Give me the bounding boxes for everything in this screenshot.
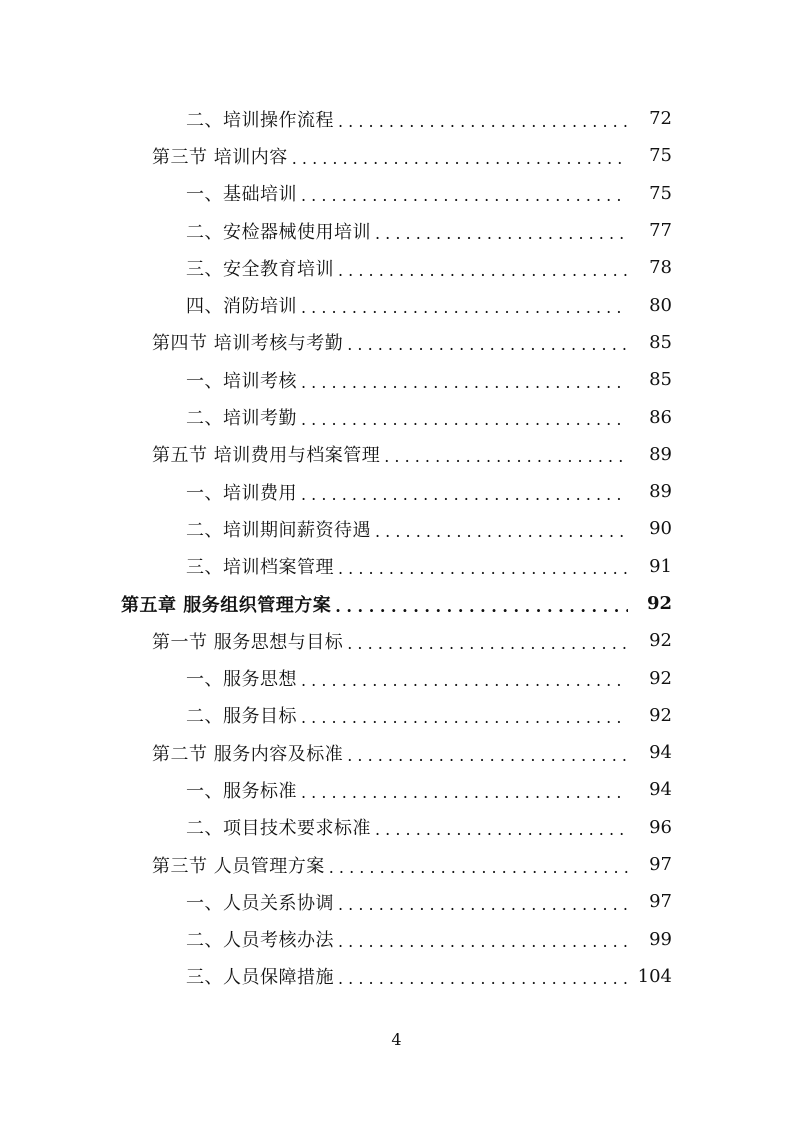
toc-entry-page: 86 <box>649 406 672 428</box>
toc-entry[interactable] <box>0 771 793 808</box>
toc-entry-page: 78 <box>649 257 672 279</box>
toc-dot-leader <box>375 226 628 242</box>
toc-dot-leader <box>338 263 628 279</box>
toc-entry-page: 92 <box>649 704 672 726</box>
toc-entry-title: 一、人员关系协调 <box>186 892 334 914</box>
toc-entry[interactable] <box>0 548 793 585</box>
toc-entry[interactable] <box>0 398 793 435</box>
toc-entry-title: 二、培训考勤 <box>186 408 297 430</box>
toc-dot-leader <box>301 673 628 689</box>
toc-entry-page: 104 <box>637 965 672 987</box>
toc-entry-title: 第五章 服务组织管理方案 <box>121 594 332 616</box>
toc-entry-title: 第三节 人员管理方案 <box>152 855 325 877</box>
toc-entry-page: 89 <box>649 443 672 465</box>
toc-entry-title: 四、消防培训 <box>186 296 297 318</box>
toc-entry[interactable] <box>0 921 793 958</box>
toc-dot-leader <box>375 524 628 540</box>
toc-entry-page: 99 <box>649 928 672 950</box>
toc-entry-page: 92 <box>649 667 672 689</box>
toc-entry[interactable] <box>0 585 793 622</box>
toc-entry-page: 97 <box>649 854 672 876</box>
toc-entry-title: 第一节 服务思想与目标 <box>152 631 344 653</box>
toc-entry[interactable] <box>0 622 793 659</box>
toc-entry-title: 一、服务思想 <box>186 669 297 691</box>
toc-entry-page: 77 <box>649 220 672 242</box>
toc-dot-leader <box>347 748 628 764</box>
toc-entry-page: 96 <box>649 816 672 838</box>
toc-dot-leader <box>301 412 628 428</box>
toc-entry-title: 第三节 培训内容 <box>152 146 288 168</box>
toc-entry-title: 一、培训费用 <box>186 482 297 504</box>
toc-entry-title: 二、服务目标 <box>186 706 297 728</box>
toc-entry[interactable] <box>0 697 793 734</box>
toc-entry-page: 94 <box>649 779 672 801</box>
toc-entry[interactable] <box>0 510 793 547</box>
toc-entry-title: 三、安全教育培训 <box>186 258 334 280</box>
toc-entry-title: 三、人员保障措施 <box>186 967 334 989</box>
toc-entry-page: 90 <box>649 518 672 540</box>
page-number: 4 <box>391 1030 402 1049</box>
toc-entry[interactable] <box>0 175 793 212</box>
toc-entry[interactable] <box>0 958 793 995</box>
toc-entry-title: 第五节 培训费用与档案管理 <box>152 445 381 467</box>
toc-dot-leader <box>375 822 628 838</box>
toc-entry-title: 第四节 培训考核与考勤 <box>152 333 344 355</box>
toc-entry[interactable] <box>0 883 793 920</box>
toc-entry-title: 三、培训档案管理 <box>186 557 334 579</box>
toc-entry[interactable] <box>0 212 793 249</box>
toc-entry-title: 一、基础培训 <box>186 184 297 206</box>
toc-entry-title: 一、服务标准 <box>186 780 297 802</box>
toc-entry[interactable] <box>0 809 793 846</box>
toc-entry[interactable] <box>0 473 793 510</box>
toc-entry-page: 89 <box>649 481 672 503</box>
toc-dot-leader <box>338 971 628 987</box>
toc-entry[interactable] <box>0 659 793 696</box>
toc-entry-title: 第二节 服务内容及标准 <box>152 743 344 765</box>
toc-dot-leader <box>347 636 628 652</box>
toc-dot-leader <box>384 449 628 465</box>
toc-entry[interactable] <box>0 734 793 771</box>
toc-dot-leader <box>301 487 628 503</box>
toc-entry-page: 97 <box>649 891 672 913</box>
toc-entry[interactable] <box>0 324 793 361</box>
toc-dot-leader <box>347 337 628 353</box>
toc-entry[interactable] <box>0 361 793 398</box>
toc-dot-leader <box>329 860 628 876</box>
toc-dot-leader <box>338 114 628 130</box>
toc-dot-leader <box>292 151 628 167</box>
toc-entry-page: 92 <box>646 593 672 614</box>
table-of-contents <box>0 100 793 995</box>
toc-dot-leader <box>301 785 628 801</box>
toc-dot-leader <box>338 897 628 913</box>
toc-entry-page: 91 <box>649 555 672 577</box>
toc-entry[interactable] <box>0 846 793 883</box>
toc-entry-page: 94 <box>649 742 672 764</box>
toc-entry-page: 75 <box>649 145 672 167</box>
toc-dot-leader <box>301 300 628 316</box>
toc-dot-leader <box>338 561 628 577</box>
toc-entry[interactable] <box>0 436 793 473</box>
toc-entry-page: 92 <box>649 630 672 652</box>
toc-dot-leader <box>301 375 628 391</box>
toc-entry-title: 二、人员考核办法 <box>186 930 334 952</box>
toc-dot-leader <box>338 934 628 950</box>
toc-entry-title: 二、安检器械使用培训 <box>186 221 371 243</box>
toc-entry-page: 85 <box>649 369 672 391</box>
toc-entry[interactable] <box>0 249 793 286</box>
toc-entry-page: 80 <box>649 294 672 316</box>
toc-entry[interactable] <box>0 100 793 137</box>
toc-entry-title: 二、项目技术要求标准 <box>186 818 371 840</box>
toc-entry-title: 一、培训考核 <box>186 370 297 392</box>
toc-dot-leader <box>301 188 628 204</box>
toc-dot-leader <box>301 710 628 726</box>
toc-entry-page: 72 <box>649 108 672 130</box>
toc-entry-page: 75 <box>649 182 672 204</box>
toc-entry-title: 二、培训操作流程 <box>186 109 334 131</box>
toc-dot-leader <box>335 599 628 615</box>
toc-entry[interactable] <box>0 137 793 174</box>
toc-entry-title: 二、培训期间薪资待遇 <box>186 519 371 541</box>
toc-entry-page: 85 <box>649 331 672 353</box>
toc-entry[interactable] <box>0 286 793 323</box>
